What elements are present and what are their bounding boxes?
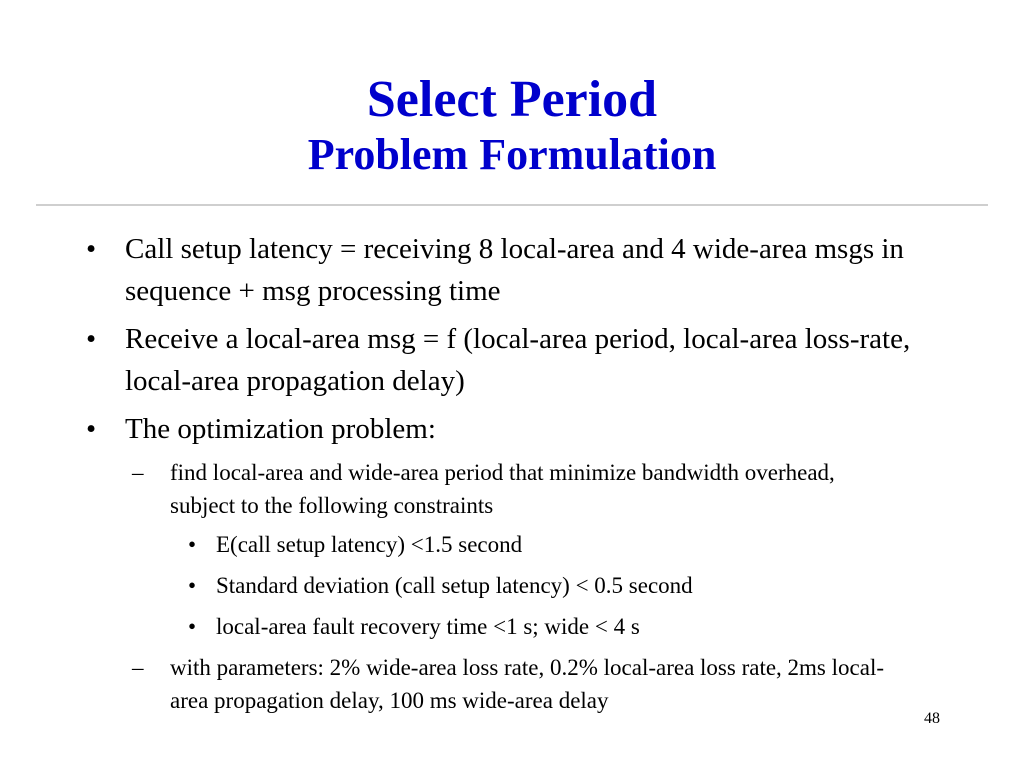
- constraint-item: [0, 528, 1024, 561]
- bullet-marker: •: [86, 233, 97, 265]
- bullet-item: [0, 318, 1024, 402]
- constraint-item: [0, 569, 1024, 602]
- constraint-text: E(call setup latency) <1.5 second: [216, 532, 523, 557]
- slide-title: Select Period: [366, 71, 658, 128]
- constraint-item: [0, 610, 1024, 643]
- slide-body: [0, 228, 1024, 723]
- sub-item-text: with parameters: 2% wide-area loss rate, 0.2% local-area loss rate, 2ms local-area propagation delay, 100 ms wide-area delay: [170, 655, 884, 713]
- bullet-text: The optimization problem:: [125, 413, 436, 445]
- bullet-item: [0, 408, 1024, 450]
- dash-marker: –: [132, 655, 144, 680]
- sub-item-text: find local-area and wide-area period that minimize bandwidth overhead, subject to the following constraints: [170, 460, 835, 518]
- bullet-marker: •: [188, 532, 197, 557]
- constraint-text: Standard deviation (call setup latency) < 0.5 second: [216, 573, 693, 598]
- slide-subtitle: Problem Formulation: [307, 129, 717, 179]
- bullet-text: Call setup latency = receiving 8 local-area and 4 wide-area msgs in sequence + msg processing time: [125, 233, 904, 307]
- constraint-text: local-area fault recovery time <1 s; wide < 4 s: [216, 614, 640, 639]
- bullet-marker: •: [188, 573, 197, 598]
- bullet-marker: •: [86, 413, 97, 445]
- sub-item: [0, 456, 1024, 522]
- bullet-marker: •: [86, 323, 97, 355]
- sub-item: [0, 651, 1024, 717]
- page-number: 48: [924, 710, 940, 727]
- bullet-marker: •: [188, 614, 197, 639]
- dash-marker: –: [132, 460, 144, 485]
- bullet-text: Receive a local-area msg = f (local-area period, local-area loss-rate, local-area propagation delay): [125, 323, 911, 397]
- title-divider: [36, 204, 988, 206]
- bullet-item: [0, 228, 1024, 312]
- slide-title-block: [0, 70, 1024, 180]
